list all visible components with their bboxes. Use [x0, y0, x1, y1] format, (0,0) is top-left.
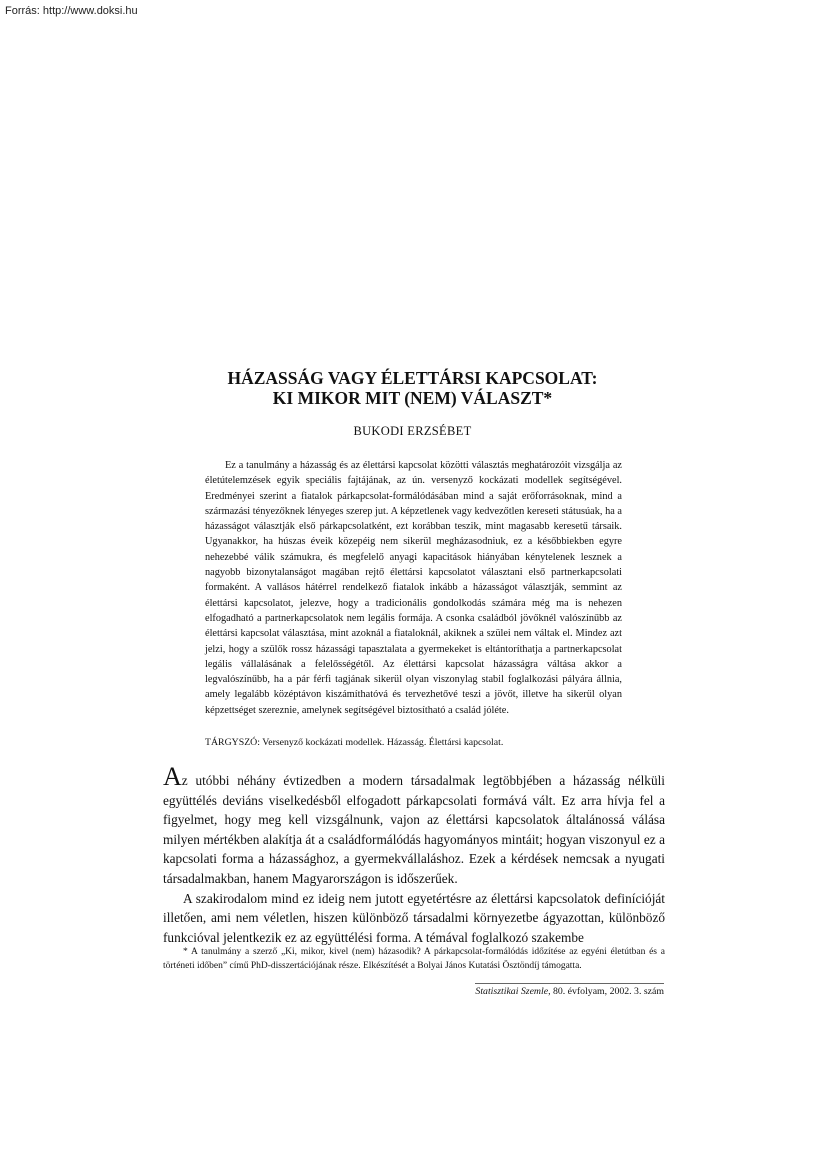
journal-details: , 80. évfolyam, 2002. 3. szám: [548, 986, 664, 997]
title-line-1: HÁZASSÁG VAGY ÉLETTÁRSI KAPCSOLAT:: [227, 368, 598, 388]
footer-rule: [475, 983, 664, 984]
keywords: TÁRGYSZÓ: Versenyző kockázati modellek. Házasság. Élettársi kapcsolat.: [205, 737, 504, 748]
body-text: [163, 762, 665, 947]
source-note: Forrás: http://www.doksi.hu: [5, 5, 138, 17]
drop-cap: A: [163, 762, 182, 791]
title-line-2: KI MIKOR MIT (NEM) VÁLASZT*: [272, 388, 553, 408]
journal-reference: [400, 986, 664, 997]
footnote: * A tanulmány a szerző „Ki, mikor, kivel (nem) házasodik? A párkapcsolat-formálódás időzítése az egyéni életútban és a történeti időben” című PhD-disszertációjának része. Elkészítését a Bolyai János Kutatási Ösztöndíj támogatta.: [163, 947, 665, 971]
article-title: [160, 368, 665, 408]
body-paragraph-2: A szakirodalom mind ez ideig nem jutott egyetértésre az élettársi kapcsolatok definícióját illetően, ami nem véletlen, hiszen különböző társadalmi környezetbe ágyazottan, különböző funkcióval jelentkezik ez az együttélési forma. A témával foglalkozó szakembe: [163, 890, 665, 945]
body-paragraph-1: [163, 762, 665, 889]
journal-name: Statisztikai Szemle: [475, 986, 549, 997]
body-paragraph-1-text: z utóbbi néhány évtizedben a modern társadalmak legtöbbjében a házasság nélküli együttélés deviáns viselkedésből elfogadott párkapcsolati formává vált. Ez arra hívja fel a figyelmet, hogy meg kell vizsgálnunk, vajon az élettársi kapcsolatok általánossá válása milyen mértékben alakítja át a családformálódás hagyományos mintáit; hogyan viszonyul ez a kapcsolati forma a házassághoz, a gyermekvállaláshoz. Ezek a kérdések nemcsak a nyugati társadalmakban, hanem Magyarországon is időszerűek.: [163, 773, 665, 886]
author-name: BUKODI ERZSÉBET: [353, 424, 472, 438]
abstract: Ez a tanulmány a házasság és az élettársi kapcsolat közötti választás meghatározóit vizsgálja az életútelemzések egyik speciális fajtájának, az ún. versenyző kockázati modellek segítségével. Eredményei szerint a fiatalok párkapcsolat-formálódásában mind a saját erőforrásoknak, mind a származási tényezőknek lényeges szerep jut. A képzetlenek vagy kedvezőtlen kereseti státusúak, ha a házasságot választják első párkapcsolatként, ezt korábban teszik, mint magasabb keresetű társaik. Ugyanakkor, ha húszas éveik közepéig nem sikerül megházasodniuk, ez a későbbiekben egyre nehezebbé válik számukra, és megfelelő anyagi kapacitások hiányában kénytelenek lesznek a nagyobb bizonytalanságot magában rejtő élettársi kapcsolatot választani első partnerkapcsolati formaként. A vallásos hátérrel rendelkező fiatalok inkább a házasságot választják, semmint az élettársi kapcsolatot, jelezve, hogy a tradicionális gondolkodás számára még ma is nehezen elfogadható a partnerkapcsolatok nem legális formája. A csonka családból jövőknél valószínűbb az élettársi kapcsolat választása, mint azoknál a fiataloknál, akiknek a szülei nem váltak el. Mindez azt jelzi, hogy a szülők rossz házassági tapasztalata a gyermekeket is eltántoríthatja a partnerkapcsolat legális vállalásának a felelősségétől. Az élettársi kapcsolat házasságra váltása akkor a legvalószínűbb, ha a pár férfi tagjának sikerül olyan viszonylag stabil foglalkozási pályára állnia, amely legalább középtávon kiszámíthatóvá és tervezhetővé teszi a jövőt, illetve ha sikerül olyan képzettséget szereznie, amelynek segítségével biztosítható a család jóléte.: [205, 460, 622, 716]
